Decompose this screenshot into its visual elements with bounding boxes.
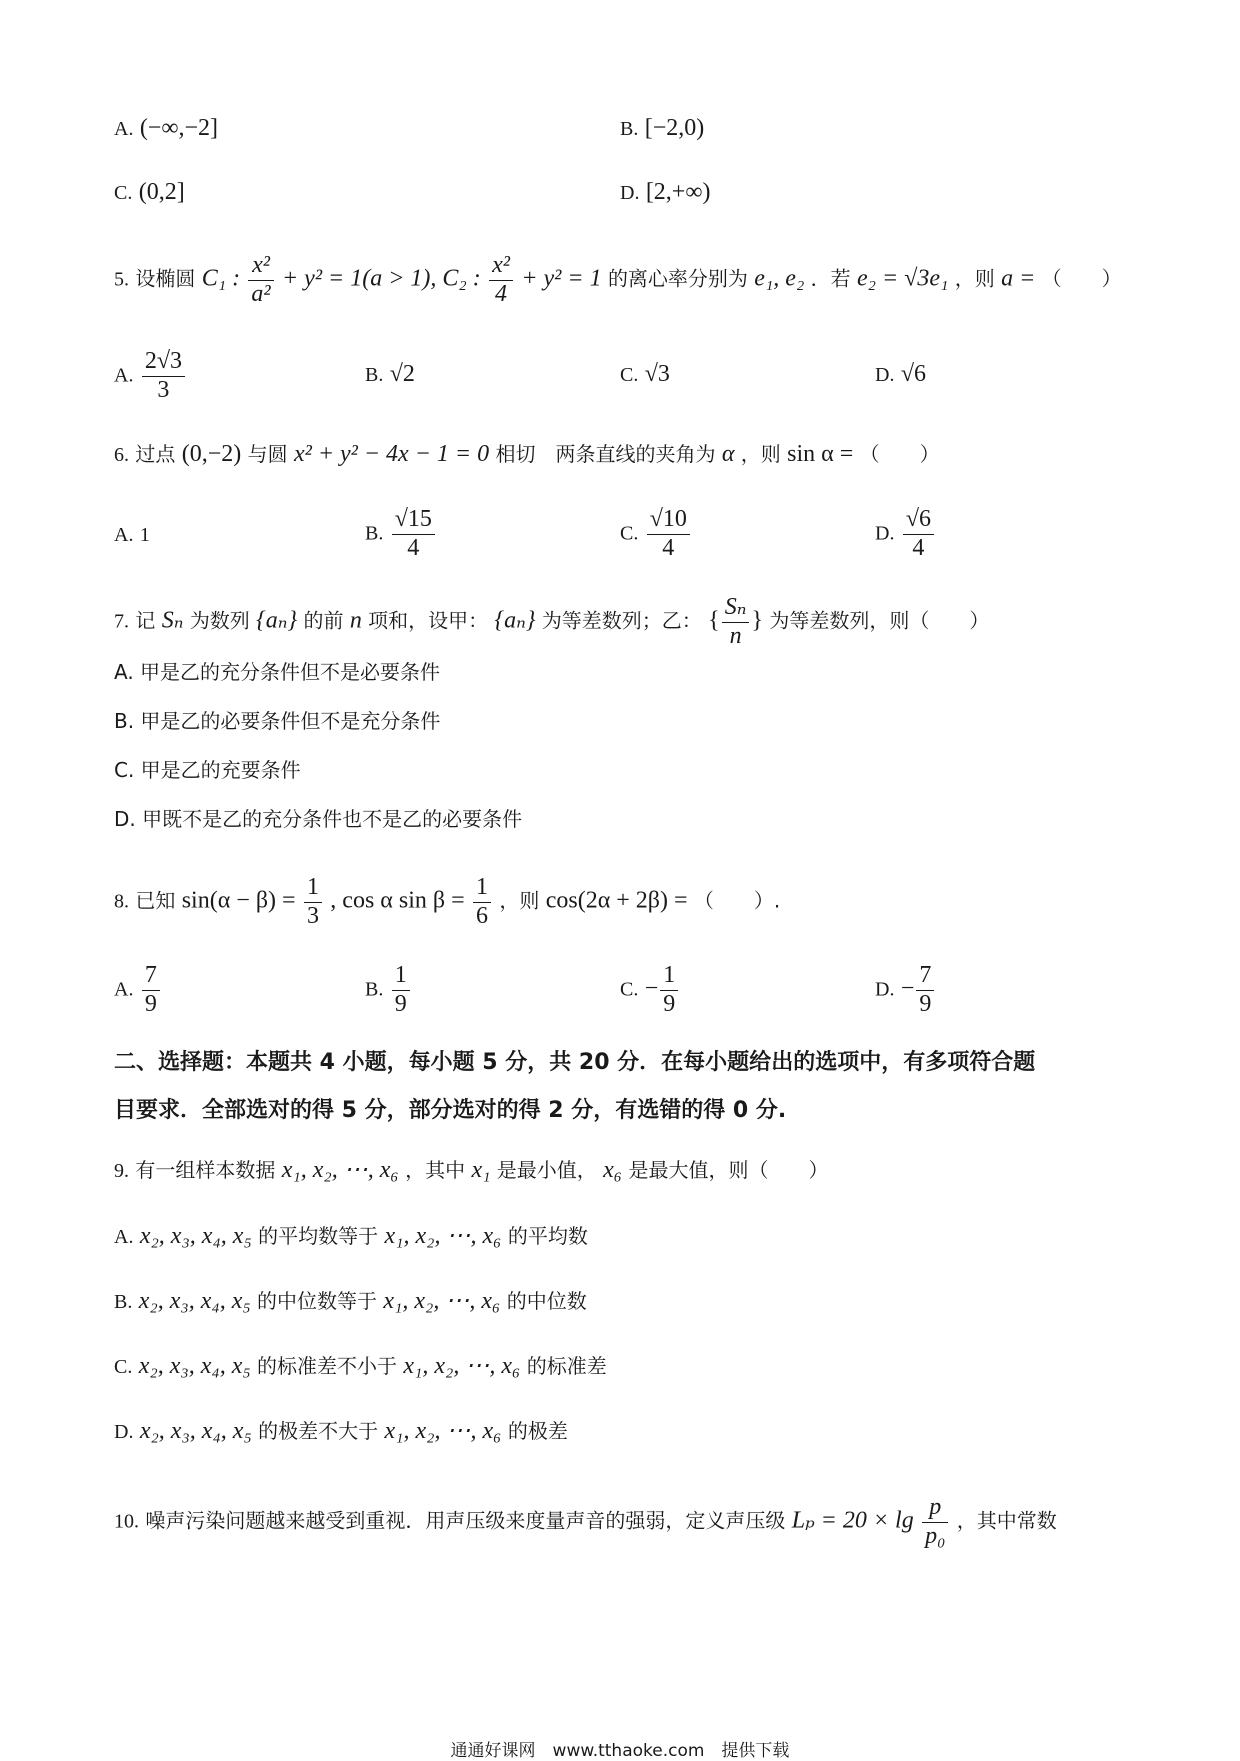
option-expr: √3: [644, 361, 670, 387]
fraction: [392, 506, 435, 562]
option-label: D.: [620, 182, 640, 204]
option-label: A.: [114, 364, 134, 387]
stem-text: 过点: [135, 442, 176, 466]
q9-option-a: [114, 1224, 588, 1248]
math-expr: α: [721, 441, 735, 467]
math-expr: + y² = 1(a > 1), C₂ :: [281, 265, 481, 292]
fraction: [647, 506, 690, 562]
option-text: 的平均数等于: [258, 1224, 379, 1248]
fraction-numerator: 1: [660, 962, 678, 991]
math-expr: + y² = 1: [521, 265, 602, 292]
math-expr: x₁, x₂, ⋯, x₆: [384, 1418, 502, 1444]
option-label: B.: [114, 1291, 133, 1313]
fraction-numerator: 1: [473, 874, 491, 903]
q10-stem: [114, 1494, 1057, 1550]
fraction: [903, 506, 934, 562]
answer-blank: （ ）: [1041, 266, 1122, 291]
q8-option-a: [114, 962, 162, 1018]
option-expr: √6: [900, 361, 926, 387]
q9-option-b: [114, 1289, 587, 1313]
fraction-numerator: 1: [304, 874, 322, 903]
fraction-numerator: Sₙ: [722, 594, 750, 623]
math-expr: x₂, x₃, x₄, x₅: [139, 1418, 252, 1444]
option-label: B.: [365, 522, 384, 545]
math-expr: x² + y² − 4x − 1 = 0: [293, 441, 490, 467]
stem-text: ，则: [499, 888, 540, 913]
stem-text: ，其中常数: [956, 1508, 1057, 1533]
q5-option-c: [620, 362, 670, 386]
stem-text: 相切 两条直线的夹角为: [495, 442, 716, 466]
option-label: A.: [114, 118, 134, 140]
q8-option-b: [365, 962, 412, 1018]
q5-option-d: [875, 362, 926, 386]
option-label: C.: [114, 182, 133, 204]
option-text: 的极差不大于: [258, 1419, 379, 1443]
math-expr: a =: [1001, 265, 1036, 292]
stem-text: 已知: [135, 888, 176, 913]
math-expr: sin α =: [787, 441, 854, 467]
fraction-denominator: 6: [475, 902, 488, 929]
math-expr: x₂, x₃, x₄, x₅: [138, 1288, 251, 1314]
fraction-denominator: 4: [912, 534, 925, 561]
answer-blank: （ ）.: [693, 888, 781, 913]
fraction: [142, 348, 185, 404]
option-expr: 1: [139, 524, 150, 546]
q7-option-a: A. 甲是乙的充分条件但不是必要条件: [114, 660, 441, 684]
stem-text: 噪声污染问题越来越受到重视．用声压级来度量声音的强弱，定义声压级: [145, 1508, 786, 1533]
q5-stem: [114, 252, 1122, 308]
math-expr: {aₙ}: [494, 607, 536, 634]
q5-option-a: [114, 348, 187, 404]
q5-option-b: [365, 362, 415, 386]
math-expr: n: [349, 607, 362, 634]
stem-text: ，则: [740, 442, 781, 466]
question-number: 10.: [114, 1510, 139, 1533]
option-label: D.: [875, 522, 895, 545]
fraction-numerator: √6: [903, 506, 934, 535]
fraction: [660, 962, 678, 1018]
stem-text: 与圆: [247, 442, 288, 466]
fraction: [489, 252, 513, 308]
math-expr: e₁, e₂: [754, 265, 805, 292]
fraction-denominator: 9: [394, 990, 407, 1017]
q6-option-a: [114, 524, 150, 545]
option-text: 的中位数等于: [257, 1289, 378, 1313]
math-expr: (0,−2): [181, 441, 242, 467]
page-footer: 通通好课网 www.tthaoke.com 提供下载: [450, 1741, 790, 1761]
math-expr: sin(α − β) =: [181, 887, 296, 914]
math-expr: x₁, x₂, ⋯, x₆: [383, 1288, 501, 1314]
math-expr: e₂ = √3e₁: [857, 265, 949, 292]
fraction-denominator: 9: [919, 990, 932, 1017]
math-expr: Lₚ = 20 × lg: [791, 1507, 914, 1534]
math-expr: x₂, x₃, x₄, x₅: [139, 1223, 252, 1249]
option-text: 的极差: [507, 1419, 568, 1443]
fraction: [473, 874, 491, 930]
q9-stem: [114, 1158, 829, 1182]
stem-text: ，其中: [405, 1158, 466, 1182]
math-expr: cos(2α + 2β) =: [545, 887, 688, 914]
option-expr: [2,+∞): [645, 179, 711, 205]
fraction-denominator: 9: [663, 990, 676, 1017]
answer-blank: （ ）: [859, 442, 940, 466]
math-expr: x₁, x₂, ⋯, x₆: [384, 1223, 502, 1249]
fraction-numerator: p: [922, 1494, 948, 1523]
math-expr: , cos α sin β =: [330, 887, 465, 914]
stem-text: 为等差数列，则（ ）: [769, 608, 990, 633]
math-expr: Sₙ: [161, 607, 184, 634]
option-sign: −: [644, 975, 659, 1002]
option-label: D.: [875, 364, 895, 386]
q8-option-c: [620, 962, 680, 1018]
q7-option-d: D. 甲既不是乙的充分条件也不是乙的必要条件: [114, 807, 523, 831]
option-text: 的标准差: [526, 1354, 607, 1378]
fraction-denominator: 3: [306, 902, 319, 929]
q9-option-d: [114, 1419, 568, 1443]
q4-option-a: [114, 116, 218, 140]
option-label: C.: [620, 364, 639, 386]
fraction: [922, 1494, 948, 1550]
fraction-numerator: x²: [489, 252, 513, 281]
fraction-denominator: p₀: [925, 1522, 946, 1549]
option-label: D.: [875, 978, 895, 1001]
option-expr: (−∞,−2]: [139, 115, 218, 141]
fraction-numerator: 2√3: [142, 348, 185, 377]
option-expr: √2: [389, 361, 415, 387]
fraction: [392, 962, 410, 1018]
q9-option-c: [114, 1354, 607, 1378]
q8-stem: [114, 874, 780, 930]
option-label: C.: [620, 522, 639, 545]
stem-text: 是最小值，: [496, 1158, 597, 1182]
q4-option-c: [114, 180, 185, 204]
q6-stem: [114, 442, 940, 466]
option-label: A.: [114, 524, 134, 546]
section-heading-line2: 目要求．全部选对的得 5 分，部分选对的得 2 分，有选错的得 0 分.: [114, 1098, 787, 1123]
math-expr: {aₙ}: [256, 607, 298, 634]
fraction-numerator: √15: [392, 506, 435, 535]
option-text: 的中位数: [506, 1289, 587, 1313]
option-label: C.: [114, 1356, 133, 1378]
question-number: 7.: [114, 610, 129, 633]
q6-option-b: [365, 506, 437, 562]
stem-text: 的离心率分别为: [607, 266, 748, 291]
fraction: [916, 962, 934, 1018]
option-label: B.: [620, 118, 639, 140]
fraction-denominator: a²: [251, 280, 271, 307]
fraction: [722, 594, 750, 650]
option-text: 的标准差不小于: [257, 1354, 398, 1378]
option-sign: −: [900, 975, 915, 1002]
stem-text: 是最大值，则（ ）: [628, 1158, 829, 1182]
stem-text: 为等差数列；乙：: [541, 608, 702, 633]
q8-option-d: [875, 962, 936, 1018]
q4-option-b: [620, 116, 704, 140]
q7-stem: 7. 记 Sₙ 为数列 {aₙ} 的前 n 项和，设甲： {aₙ} 为等差数列；乙： { $\frac{\text{Sₙ}}{n}$ } 为等差数列，则（ ）: [114, 594, 990, 649]
stem-text: 有一组样本数据: [135, 1158, 276, 1182]
fraction-numerator: 1: [392, 962, 410, 991]
fraction: [142, 962, 160, 1018]
question-number: 6.: [114, 444, 129, 466]
fraction-denominator: 9: [144, 990, 157, 1017]
fraction-numerator: 7: [916, 962, 934, 991]
q6-option-d: [875, 506, 936, 562]
section-heading-line1: 二、选择题：本题共 4 小题，每小题 5 分，共 20 分．在每小题给出的选项中，有多项符合题: [114, 1050, 1036, 1075]
option-text: 的平均数: [507, 1224, 588, 1248]
option-expr: (0,2]: [138, 179, 185, 205]
fraction-denominator: 4: [495, 280, 508, 307]
option-expr: [−2,0): [644, 115, 705, 141]
q4-option-d: [620, 180, 710, 204]
fraction-denominator: 4: [662, 534, 675, 561]
fraction-denominator: 4: [407, 534, 420, 561]
fraction: [304, 874, 322, 930]
math-expr: x₁, x₂, ⋯, x₆: [281, 1157, 399, 1183]
fraction-denominator: 3: [157, 376, 170, 403]
math-expr: x₂, x₃, x₄, x₅: [138, 1353, 251, 1379]
fraction-numerator: √10: [647, 506, 690, 535]
q7-option-c: C. 甲是乙的充要条件: [114, 758, 301, 782]
option-label: A.: [114, 1226, 134, 1248]
q7-option-b: B. 甲是乙的必要条件但不是充分条件: [114, 709, 441, 733]
fraction-numerator: x²: [248, 252, 273, 281]
stem-text: 设椭圆: [135, 266, 196, 291]
fraction: [248, 252, 273, 308]
math-expr: C₁ :: [201, 265, 241, 292]
option-label: C.: [620, 978, 639, 1001]
option-label: B.: [365, 364, 384, 386]
q6-option-c: [620, 506, 692, 562]
math-expr: x₁: [471, 1157, 491, 1183]
option-label: D.: [114, 1421, 134, 1443]
math-expr: x₁, x₂, ⋯, x₆: [403, 1353, 521, 1379]
math-expr: x₆: [603, 1157, 623, 1183]
stem-text: 为数列: [189, 608, 250, 633]
stem-text: 的前: [303, 608, 344, 633]
option-label: B.: [365, 978, 384, 1001]
stem-text: 项和，设甲：: [368, 608, 489, 633]
stem-text: 记: [135, 608, 156, 633]
stem-text: ，则: [954, 266, 995, 291]
question-number: 8.: [114, 890, 129, 913]
fraction-numerator: 7: [142, 962, 160, 991]
stem-text: ．若: [810, 266, 851, 291]
question-number: 5.: [114, 268, 129, 291]
option-label: A.: [114, 978, 134, 1001]
fraction-denominator: n: [729, 622, 742, 649]
question-number: 9.: [114, 1160, 129, 1182]
